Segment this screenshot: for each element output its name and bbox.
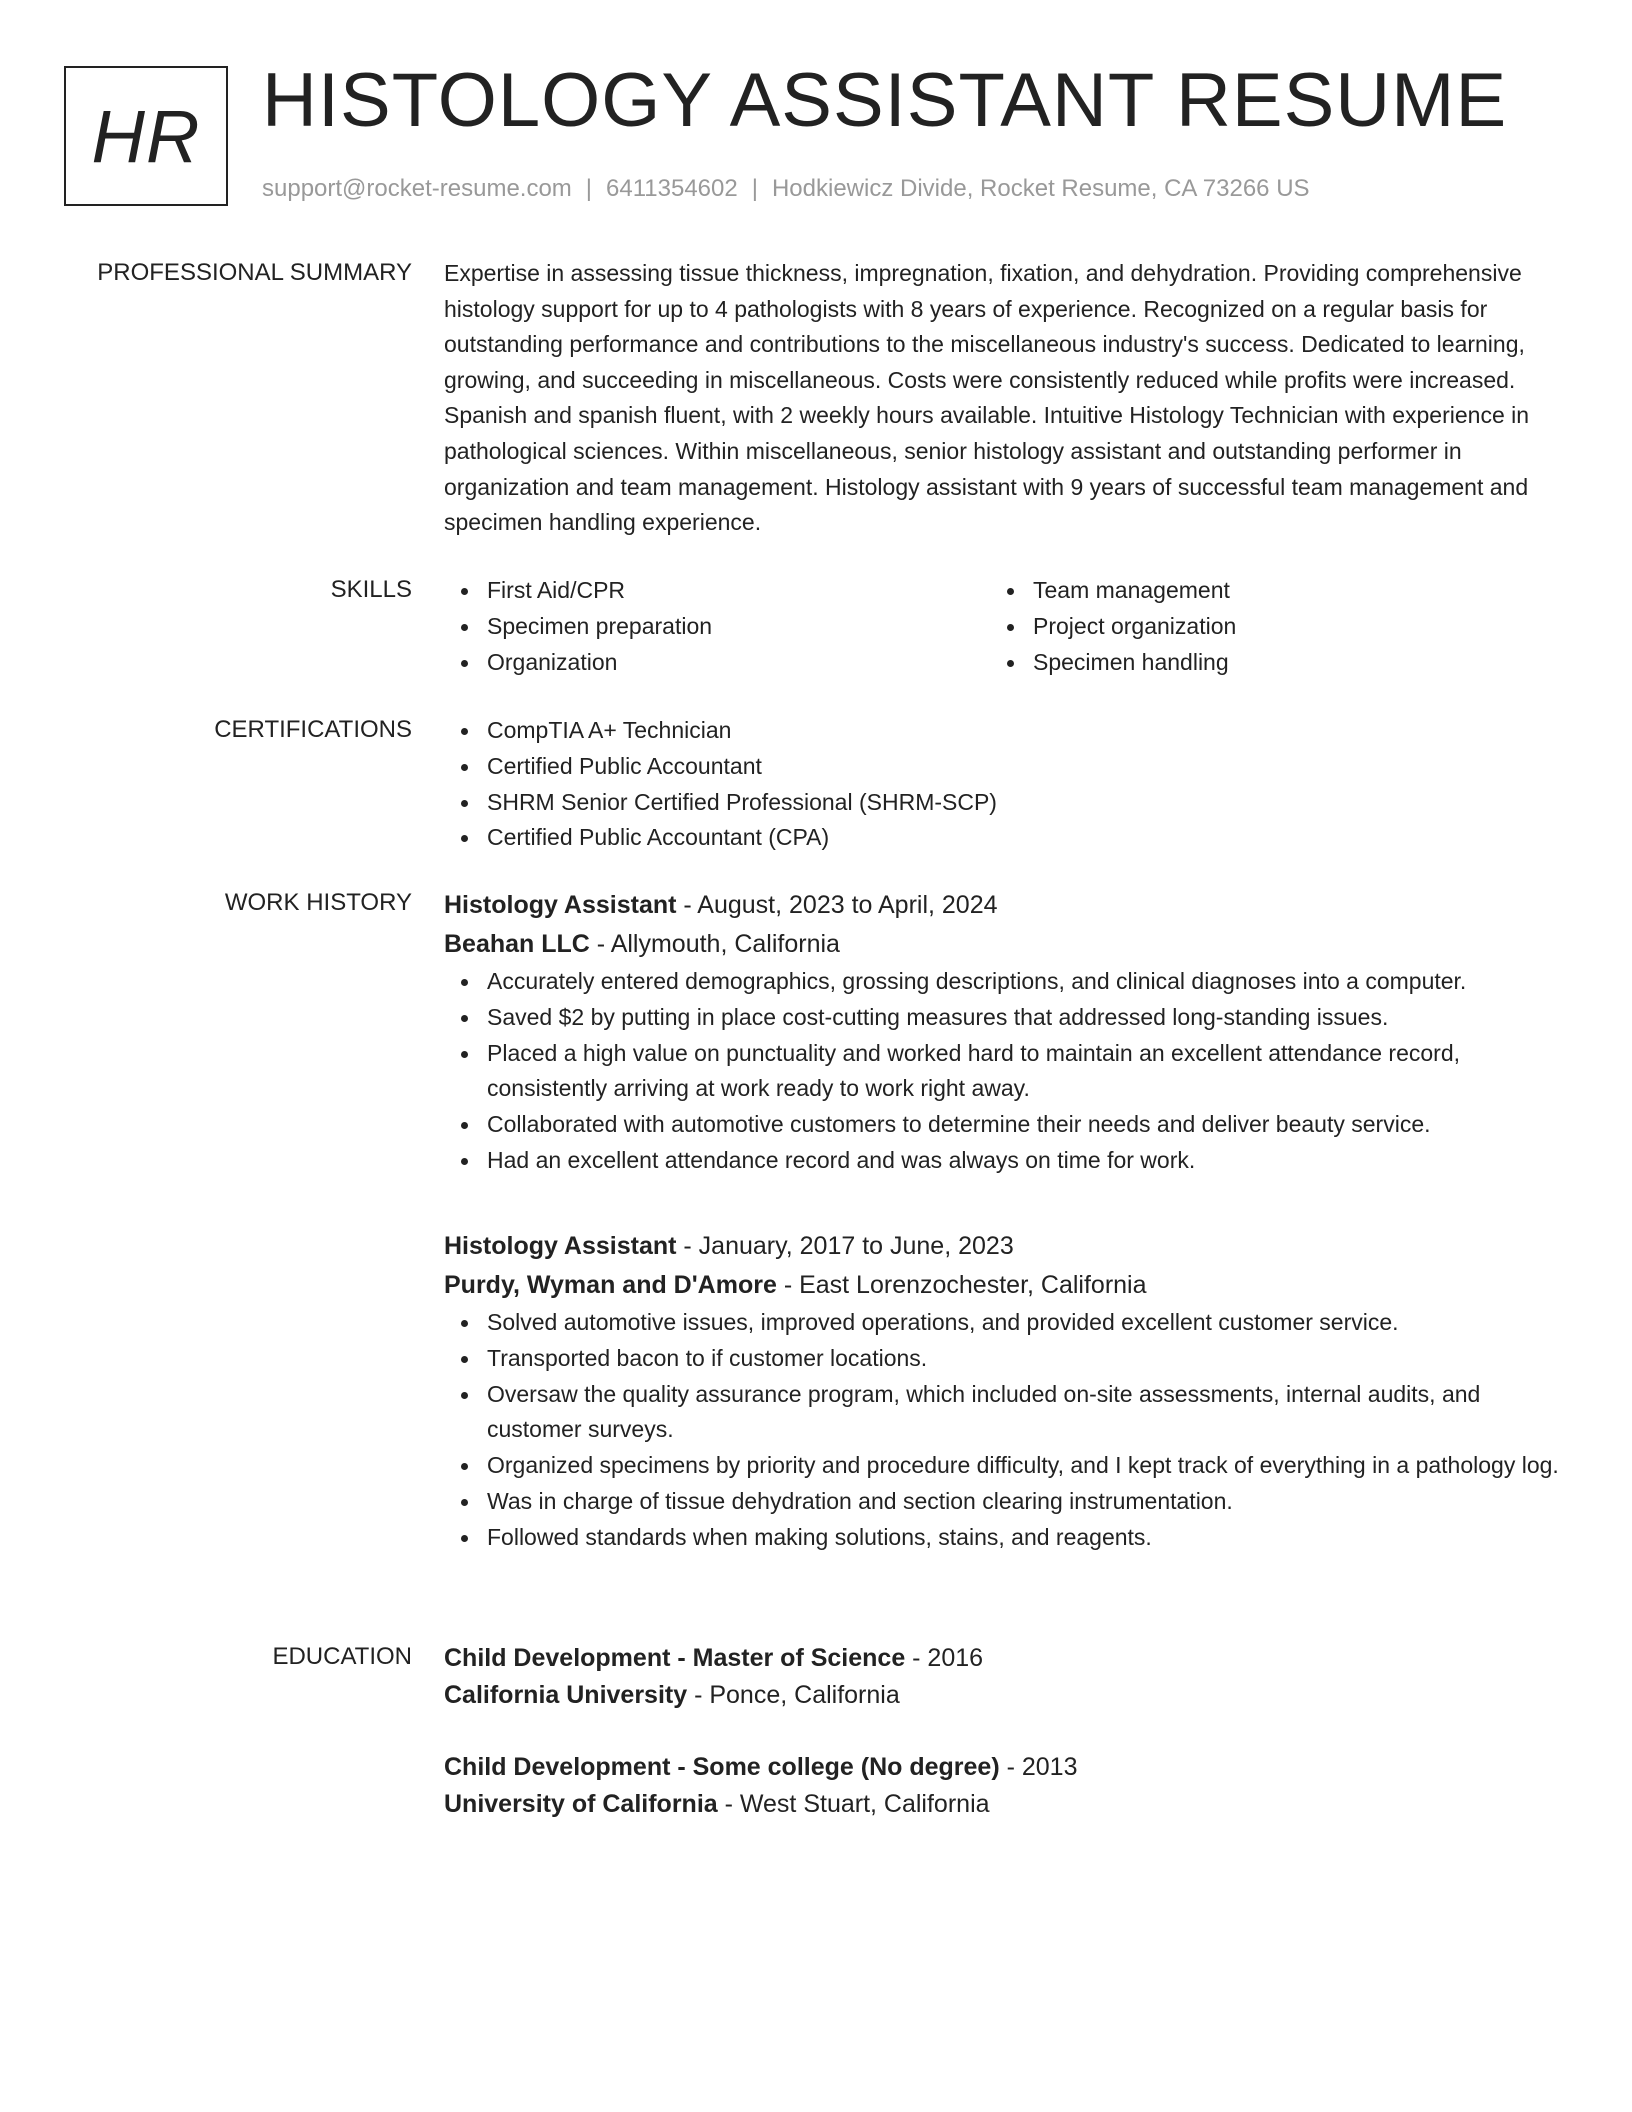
certifications-list (444, 713, 1559, 856)
job-title: Histology Assistant (444, 1232, 677, 1260)
certification-item: SHRM Senior Certified Professional (SHRM-SCP) (444, 785, 1559, 821)
section-label-work-history: WORK HISTORY (224, 889, 412, 916)
contact-email[interactable]: support@rocket-resume.com (262, 175, 572, 202)
education-degree-line (444, 1640, 1559, 1677)
section-label-certifications: CERTIFICATIONS (214, 716, 412, 743)
skill-item: Specimen preparation (444, 609, 990, 645)
education-degree: Child Development - Some college (No degree) (444, 1753, 1000, 1781)
job-title-line (444, 1227, 1559, 1266)
job-entry (444, 886, 1559, 1179)
job-company: Purdy, Wyman and D'Amore (444, 1271, 777, 1299)
skill-item: Specimen handling (990, 645, 1536, 681)
contact-separator: | (751, 175, 758, 202)
job-bullet: Followed standards when making solutions, stains, and reagents. (444, 1520, 1559, 1556)
education-degree-line (444, 1749, 1559, 1786)
contact-phone[interactable]: 6411354602 (606, 175, 738, 202)
job-dates: - January, 2017 to June, 2023 (676, 1232, 1014, 1260)
skills-list-right (990, 573, 1536, 680)
skill-item: First Aid/CPR (444, 573, 990, 609)
skill-item: Organization (444, 645, 990, 681)
job-bullets (444, 1305, 1559, 1556)
job-bullet: Oversaw the quality assurance program, which included on-site assessments, internal audits, and customer surveys. (444, 1377, 1559, 1449)
job-bullet: Organized specimens by priority and procedure difficulty, and I kept track of everything in a pathology log. (444, 1448, 1559, 1484)
contact-separator: | (585, 175, 593, 202)
education-school-line (444, 1786, 1559, 1823)
job-title-line (444, 886, 1559, 925)
job-bullet: Saved $2 by putting in place cost-cutting measures that addressed long-standing issues. (444, 1000, 1559, 1036)
job-bullets (444, 964, 1559, 1179)
section-label-summary: PROFESSIONAL SUMMARY (97, 259, 412, 286)
job-bullet: Transported bacon to if customer locations. (444, 1341, 1559, 1377)
section-label-skills: SKILLS (330, 576, 412, 603)
education-location: - West Stuart, California (717, 1790, 990, 1818)
job-bullet: Accurately entered demographics, grossing descriptions, and clinical diagnoses into a computer. (444, 964, 1559, 1000)
education-degree: Child Development - Master of Science (444, 1644, 906, 1672)
education-year: - 2013 (999, 1753, 1078, 1781)
page-title: HISTOLOGY ASSISTANT RESUME (262, 58, 1508, 143)
education-year: - 2016 (905, 1644, 984, 1672)
education-school: University of California (444, 1790, 718, 1818)
education-school-line (444, 1677, 1559, 1714)
education-entry (444, 1640, 1559, 1714)
job-bullet: Was in charge of tissue dehydration and section clearing instrumentation. (444, 1484, 1559, 1520)
education-location: - Ponce, California (687, 1681, 900, 1709)
certification-item: Certified Public Accountant (444, 749, 1559, 785)
job-location: - Allymouth, California (589, 930, 840, 958)
job-title: Histology Assistant (444, 891, 677, 919)
job-company-line (444, 1266, 1559, 1305)
job-company: Beahan LLC (444, 930, 590, 958)
skill-item: Project organization (990, 609, 1536, 645)
job-bullet: Had an excellent attendance record and was always on time for work. (444, 1143, 1559, 1179)
job-company-line (444, 925, 1559, 964)
education-entry (444, 1749, 1559, 1823)
contact-line (262, 175, 1310, 203)
education-school: California University (444, 1681, 688, 1709)
job-entry (444, 1227, 1559, 1556)
job-dates: - August, 2023 to April, 2024 (676, 891, 998, 919)
contact-address: Hodkiewicz Divide, Rocket Resume, CA 73266 US (771, 175, 1310, 202)
job-location: - East Lorenzochester, California (776, 1271, 1147, 1299)
job-bullet: Collaborated with automotive customers to determine their needs and deliver beauty service. (444, 1107, 1559, 1143)
certification-item: Certified Public Accountant (CPA) (444, 820, 1559, 856)
job-bullet: Placed a high value on punctuality and worked hard to maintain an excellent attendance record, consistently arriving at work ready to work right away. (444, 1036, 1559, 1108)
monogram-logo: HR (64, 66, 228, 206)
job-bullet: Solved automotive issues, improved operations, and provided excellent customer service. (444, 1305, 1559, 1341)
skills-list-left (444, 573, 990, 680)
section-label-education: EDUCATION (272, 1643, 412, 1670)
summary-text: Expertise in assessing tissue thickness, impregnation, fixation, and dehydration. Providing comprehensive histology support for up to 4 pathologists with 8 years of experience. Recognized on a regular basis for outstanding performance and contributions to the miscellaneous industry's success. Dedicated to learning, growing, and succeeding in miscellaneous. Costs were consistently reduced while profits were increased. Spanish and spanish fluent, with 2 weekly hours available. Intuitive Histology Technician with experience in pathological sciences. Within miscellaneous, senior histology assistant and outstanding performer in organization and team management. Histology assistant with 9 years of successful team management and specimen handling experience. (444, 260, 1530, 536)
skill-item: Team management (990, 573, 1536, 609)
certification-item: CompTIA A+ Technician (444, 713, 1559, 749)
